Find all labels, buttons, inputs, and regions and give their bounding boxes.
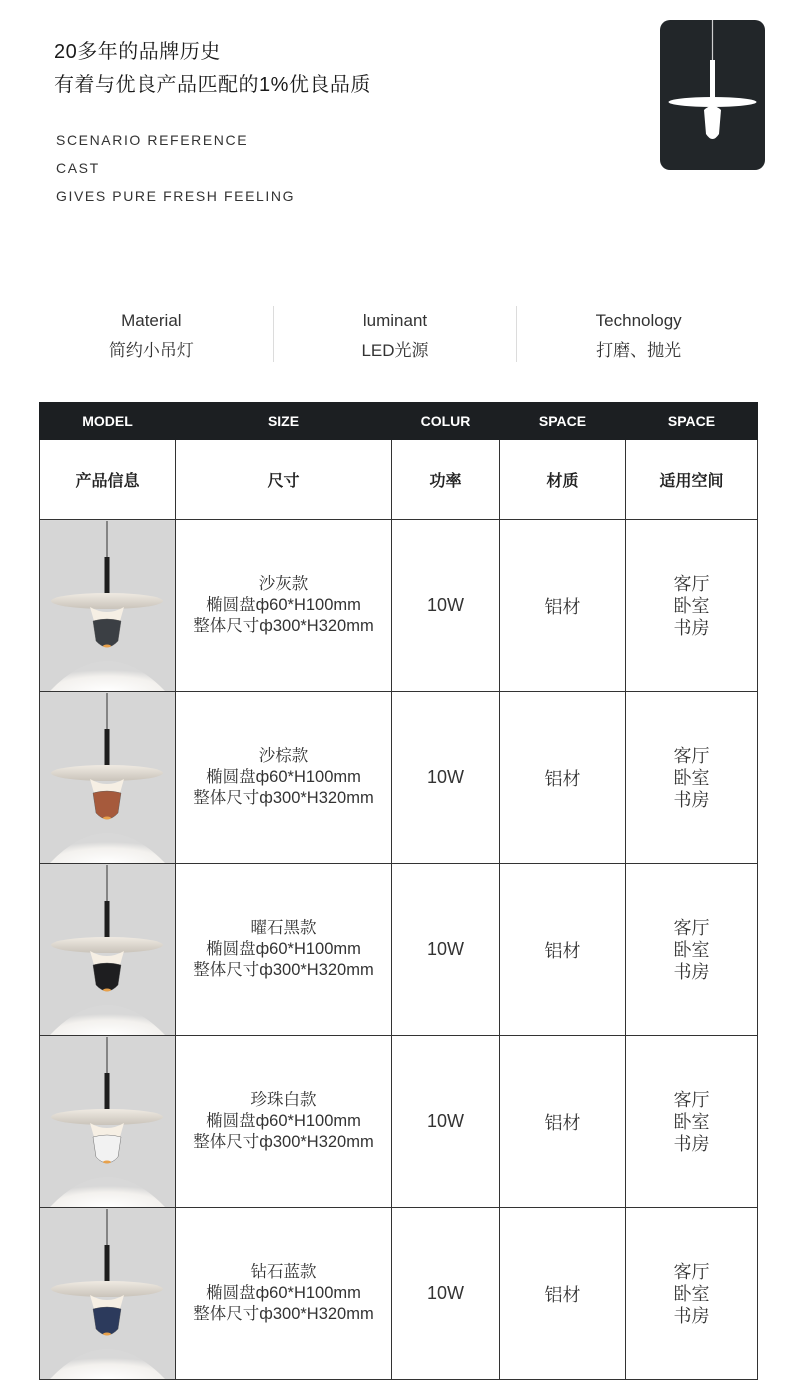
product-image bbox=[40, 864, 176, 1036]
cn-header-power: 功率 bbox=[392, 440, 500, 520]
product-image bbox=[40, 692, 176, 864]
product-table bbox=[39, 402, 758, 1380]
lamp-logo-icon bbox=[660, 20, 765, 170]
table-row bbox=[40, 864, 758, 1036]
product-image bbox=[40, 520, 176, 692]
hero-sub-line1: SCENARIO REFERENCE bbox=[56, 132, 249, 148]
header-size: SIZE bbox=[176, 403, 392, 440]
space-bedroom: 卧室 bbox=[673, 595, 710, 616]
pendant-lamp-icon bbox=[40, 1037, 175, 1207]
header-space: SPACE bbox=[500, 403, 626, 440]
size-cell bbox=[176, 520, 392, 692]
spec-technology-cn: 打磨、抛光 bbox=[596, 341, 682, 360]
spec-technology bbox=[517, 306, 760, 364]
product-name: 沙灰款 bbox=[258, 575, 309, 593]
material-cell: 铝材 bbox=[500, 1036, 626, 1208]
size-cell bbox=[176, 692, 392, 864]
hero-subtitle bbox=[56, 126, 295, 210]
space-bedroom: 卧室 bbox=[673, 1283, 710, 1304]
product-image bbox=[40, 1036, 176, 1208]
power-cell: 10W bbox=[392, 864, 500, 1036]
material-cell: 铝材 bbox=[500, 520, 626, 692]
space-living-room: 客厅 bbox=[673, 1089, 710, 1110]
hero-title-line2: 有着与优良产品匹配的1%优良品质 bbox=[54, 74, 371, 96]
spec-material bbox=[30, 306, 273, 364]
space-cell bbox=[626, 1208, 758, 1380]
table-row bbox=[40, 1036, 758, 1208]
power-cell: 10W bbox=[392, 520, 500, 692]
table-row bbox=[40, 692, 758, 864]
pendant-lamp-icon bbox=[40, 865, 175, 1035]
table-row bbox=[40, 1208, 758, 1380]
space-living-room: 客厅 bbox=[673, 917, 710, 938]
space-living-room: 客厅 bbox=[673, 745, 710, 766]
space-study: 书房 bbox=[673, 1133, 710, 1154]
space-bedroom: 卧室 bbox=[673, 767, 710, 788]
spec-material-en: Material bbox=[121, 311, 182, 330]
size-cell bbox=[176, 1208, 392, 1380]
space-living-room: 客厅 bbox=[673, 1261, 710, 1282]
spec-technology-en: Technology bbox=[595, 311, 682, 330]
overall-dimension: 整体尺寸ф300*H320mm bbox=[193, 1305, 374, 1323]
hero-sub-line3: GIVES PURE FRESH FEELING bbox=[56, 188, 296, 204]
overall-dimension: 整体尺寸ф300*H320mm bbox=[193, 961, 374, 979]
product-name: 曜石黑款 bbox=[250, 919, 317, 937]
cn-header-size: 尺寸 bbox=[176, 440, 392, 520]
size-cell bbox=[176, 864, 392, 1036]
space-bedroom: 卧室 bbox=[673, 939, 710, 960]
overall-dimension: 整体尺寸ф300*H320mm bbox=[193, 617, 374, 635]
spec-strip bbox=[30, 306, 760, 364]
product-image bbox=[40, 1208, 176, 1380]
space-study: 书房 bbox=[673, 1305, 710, 1326]
cn-header-product-info: 产品信息 bbox=[40, 440, 176, 520]
spec-material-cn: 简约小吊灯 bbox=[108, 341, 194, 360]
table-header-row bbox=[40, 403, 758, 440]
space-living-room: 客厅 bbox=[673, 573, 710, 594]
space-cell bbox=[626, 864, 758, 1036]
cn-header-space: 适用空间 bbox=[626, 440, 758, 520]
material-cell: 铝材 bbox=[500, 1208, 626, 1380]
product-name: 沙棕款 bbox=[258, 747, 309, 765]
space-bedroom: 卧室 bbox=[673, 1111, 710, 1132]
table-cn-header-row bbox=[40, 440, 758, 520]
pendant-lamp-icon bbox=[40, 693, 175, 863]
material-cell: 铝材 bbox=[500, 692, 626, 864]
disc-dimension: 椭圆盘ф60*H100mm bbox=[206, 596, 361, 614]
hero-title bbox=[54, 36, 371, 102]
size-cell bbox=[176, 1036, 392, 1208]
disc-dimension: 椭圆盘ф60*H100mm bbox=[206, 1284, 361, 1302]
space-cell bbox=[626, 520, 758, 692]
hero-sub-line2: CAST bbox=[56, 160, 100, 176]
disc-dimension: 椭圆盘ф60*H100mm bbox=[206, 940, 361, 958]
hero-title-line1: 20多年的品牌历史 bbox=[54, 41, 221, 63]
space-cell bbox=[626, 692, 758, 864]
header-model: MODEL bbox=[40, 403, 176, 440]
space-cell bbox=[626, 1036, 758, 1208]
cn-header-material: 材质 bbox=[500, 440, 626, 520]
pendant-lamp-icon bbox=[40, 521, 175, 691]
overall-dimension: 整体尺寸ф300*H320mm bbox=[193, 789, 374, 807]
spec-luminant bbox=[274, 306, 517, 364]
spec-luminant-en: luminant bbox=[362, 311, 428, 330]
power-cell: 10W bbox=[392, 1036, 500, 1208]
header-space: SPACE bbox=[626, 403, 758, 440]
disc-dimension: 椭圆盘ф60*H100mm bbox=[206, 768, 361, 786]
pendant-lamp-icon bbox=[40, 1209, 175, 1379]
power-cell: 10W bbox=[392, 692, 500, 864]
power-cell: 10W bbox=[392, 1208, 500, 1380]
overall-dimension: 整体尺寸ф300*H320mm bbox=[193, 1133, 374, 1151]
material-cell: 铝材 bbox=[500, 864, 626, 1036]
disc-dimension: 椭圆盘ф60*H100mm bbox=[206, 1112, 361, 1130]
space-study: 书房 bbox=[673, 789, 710, 810]
spec-luminant-cn: LED光源 bbox=[361, 341, 429, 360]
product-name: 钻石蓝款 bbox=[250, 1263, 317, 1281]
space-study: 书房 bbox=[673, 617, 710, 638]
space-study: 书房 bbox=[673, 961, 710, 982]
header-colur: COLUR bbox=[392, 403, 500, 440]
table-row bbox=[40, 520, 758, 692]
product-name: 珍珠白款 bbox=[250, 1091, 317, 1109]
